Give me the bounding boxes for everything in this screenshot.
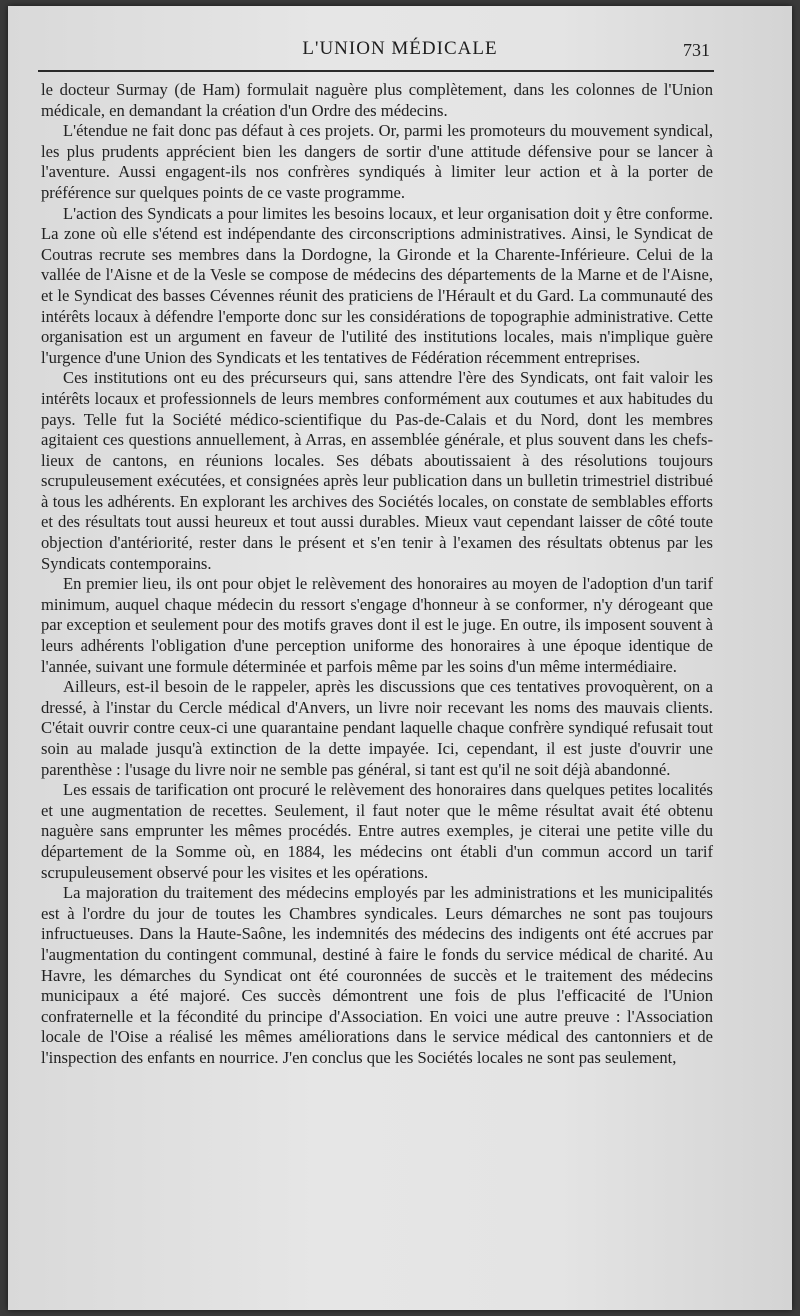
- paragraph-4: Ces institutions ont eu des précurseurs qui, sans attendre l'ère des Syndicats, ont fait valoir les intérêts locaux et professionnels de leurs membres conformément aux coutumes et aux habitudes du pays. Telle fut la Société médico-scientifique du Pas-de-Calais et du Nord, dont les membres agitaient ces questions annuellement, à Arras, en assemblée générale, et plus souvent dans les chefs-lieux de cantons, en réunions locales. Ses débats aboutissaient à des résolutions toujours scrupuleusement exécutées, et consignées après leur publication dans un bulletin trimestriel distribué à tous les adhérents. En explorant les archives des Sociétés locales, on constate de semblables efforts et des résultats tout aussi heureux et tout aussi durables. Mieux vaut cependant laisser de côté toute objection d'antériorité, rester dans le présent et s'en tenir à l'examen des résultats obtenus par les Syndicats contemporains.: [41, 368, 713, 573]
- page-number: 731: [683, 40, 710, 60]
- paragraph-8: La majoration du traitement des médecins employés par les administrations et les municipalités est à l'ordre du jour de toutes les Chambres syndicales. Leurs démarches ne sont pas toujours infructueuses. Dans la Haute-Saône, les indemnités des médecins des indigents ont été accrues par l'augmentation du contingent communal, destiné à faire le fonds du service médical de charité. Au Havre, les démarches du Syndicat ont été couronnées de succès et le traitement des médecins municipaux a été majoré. Ces succès démontrent une fois de plus l'efficacité de l'Union confraternelle et la fécondité du principe d'Association. En voici une autre preuve : l'Association locale de l'Oise a réalisé les mêmes améliorations dans le service médical des cantonniers et de l'inspection des enfants en nourrice. J'en conclus que les Sociétés locales ne sont pas seulement,: [41, 883, 713, 1067]
- running-head: L'UNION MÉDICALE: [302, 38, 498, 59]
- document-page: [8, 6, 792, 1310]
- header-rule: [38, 70, 714, 72]
- paragraph-6: Ailleurs, est-il besoin de le rappeler, après les discussions que ces tentatives provoquèrent, on a dressé, à l'instar du Cercle médical d'Anvers, un livre noir recevant les noms des mauvais clients. C'était ouvrir contre ceux-ci une quarantaine pendant laquelle chaque confrère syndiqué refusait tout soin au malade jusqu'à extinction de la dette impayée. Ici, cependant, il est juste d'ouvrir une parenthèse : l'usage du livre noir ne semble pas général, si tant est qu'il ne soit déjà abandonné.: [41, 677, 713, 779]
- paragraph-3: L'action des Syndicats a pour limites les besoins locaux, et leur organisation doit y être conforme. La zone où elle s'étend est indépendante des circonscriptions administratives. Ainsi, le Syndicat de Coutras recrute ses membres dans la Dordogne, la Gironde et la Charente-Inférieure. Celui de la vallée de l'Aisne et de la Vesle se compose de médecins des départements de la Marne et de l'Aisne, et le Syndicat des basses Cévennes réunit des praticiens de l'Hérault et du Gard. La communauté des intérêts locaux à défendre l'emporte donc sur les considérations de topographie administrative. Cette organisation est un argument en faveur de l'utilité des institutions locales, mais n'implique guère l'urgence d'une Union des Syndicats et les tentatives de Fédération récemment entreprises.: [41, 203, 713, 367]
- paragraph-2: L'étendue ne fait donc pas défaut à ces projets. Or, parmi les promoteurs du mouvement syndical, les plus prudents apprécient bien les dangers de sortir d'une attitude défensive pour se lancer à l'aventure. Aussi engagent-ils nos confrères syndiqués à limiter leur action et à la porter de préférence sur quelques points de ce vaste programme.: [41, 121, 713, 202]
- page-header: [8, 38, 792, 68]
- paragraph-1: le docteur Surmay (de Ham) formulait naguère plus complètement, dans les colonnes de l'Union médicale, en demandant la création d'un Ordre des médecins.: [41, 80, 713, 120]
- paragraph-5: En premier lieu, ils ont pour objet le relèvement des honoraires au moyen de l'adoption d'un tarif minimum, auquel chaque médecin du ressort s'engage d'honneur à se conformer, n'y dérogeant que par exception et seulement pour des motifs graves dont il est le juge. En outre, ils imposent souvent à leurs adhérents l'obligation d'une perception uniforme des honoraires à une époque identique de l'année, suivant une formule déterminée et parfois même par les soins d'un même intermédiaire.: [41, 574, 713, 676]
- paragraph-7: Les essais de tarification ont procuré le relèvement des honoraires dans quelques petites localités et une augmentation de recettes. Seulement, il faut noter que le même résultat avait été obtenu naguère sans emprunter les mêmes procédés. Entre autres exemples, je citerai une petite ville du département de la Somme où, en 1884, les médecins ont établi d'un commun accord un tarif scrupuleusement observé pour les visites et les opérations.: [41, 780, 713, 882]
- body-text: [41, 80, 713, 1069]
